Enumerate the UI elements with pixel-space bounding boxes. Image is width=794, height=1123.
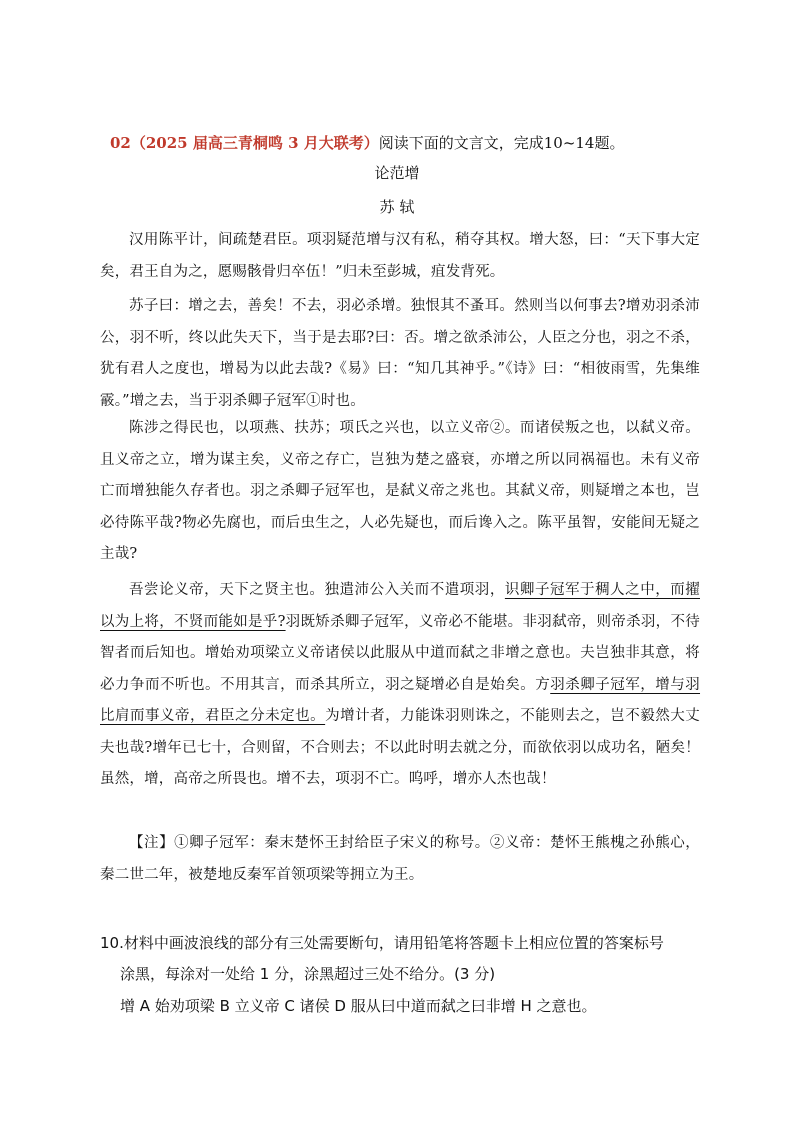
- question-stem: 10.材料中画波浪线的部分有三处需要断句，请用铅笔将答题卡上相应位置的答案标号: [100, 934, 664, 952]
- question-header: [110, 133, 624, 153]
- article-author: 苏 轼: [379, 198, 415, 216]
- article-title: 论范增: [374, 164, 420, 182]
- instruction-text: 阅读下面的文言文，完成10~14题。: [378, 134, 625, 152]
- underlined-sentence-1: 识卿子冠军于稠人之中，而擢以为上将，不贤而能如是乎?: [100, 582, 700, 630]
- paragraph-4-part-a: 吾尝论义帝，天下之贤主也。独遣沛公入关而不遣项羽，: [129, 582, 505, 598]
- question-item: 增 A 始劝项梁 B 立义帝 C 诸侯 D 服从曰中道而弑之曰非增 H 之意也。: [120, 997, 597, 1015]
- annotation-note: 【注】①卿子冠军：秦末楚怀王封给臣子宋义的称号。②义帝：楚怀王熊槐之孙熊心，秦二世二年，被楚地反秦军首领项梁等拥立为王。: [100, 835, 700, 883]
- source-label: 02（2025 届高三青桐鸣 3 月大联考）: [110, 134, 379, 152]
- paragraph-3: 陈涉之得民也，以项燕、扶苏；项氏之兴也，以立义帝②。而诸侯叛之也，以弑义帝。且义帝之立，增为谋主矣，义帝之存亡，岂独为楚之盛衰，亦增之所以同祸福也。未有义帝亡而增独能久存者也。羽之杀卿子冠军也，是弑义帝之兆也。其弑义帝，则疑增之本也，岂必待陈平哉?物必先腐也，而后虫生之，人必先疑也，而后谗入之。陈平虽智，安能间无疑之主哉?: [100, 420, 700, 562]
- question-stem-cont: 涂黑，每涂对一处给 1 分，涂黑超过三处不给分。(3 分): [120, 965, 496, 983]
- paragraph-4-part-c: 为增计者，力能诛羽则诛之，不能则去之，岂不毅然大丈夫也哉?增年已七十，合则留，不合则去；不以此时明去就之分，而欲依羽以成功名，陋矣！虽然，增，高帝之所畏也。增不去，项羽不亡。呜呼，增亦人杰也哉！: [100, 708, 701, 787]
- paragraph-2: 苏子曰：增之去，善矣！不去，羽必杀增。独恨其不蚤耳。然则当以何事去?增劝羽杀沛公，羽不听，终以此失天下，当于是去耶?曰：否。增之欲杀沛公，人臣之分也，羽之不杀，犹有君人之度也，增曷为以此去哉?《易》曰：“知几其神乎。”《诗》曰：“相彼雨雪，先集维霰。”增之去，当于羽杀卿子冠军①时也。: [100, 298, 700, 409]
- underlined-sentence-2: 羽杀卿子冠军，增与羽比肩而事义帝，君臣之分未定也。: [100, 676, 701, 724]
- paragraph-4: [100, 575, 700, 796]
- paragraph-1: 汉用陈平计，间疏楚君臣。项羽疑范增与汉有私，稍夺其权。增大怒，曰：“天下事大定矣，君王自为之，愿赐骸骨归卒伍！”归未至彭城，疽发背死。: [100, 232, 700, 280]
- paragraph-4-part-b: 羽既矫杀卿子冠军，义帝必不能堪。非羽弑帝，则帝杀羽，不待智者而后知也。增始劝项梁立义帝诸侯以此服从中道而弑之非增之意也。夫岂独非其意，将必力争而不听也。不用其言，而杀其所立，羽之疑增必自是始矣。方: [100, 613, 700, 693]
